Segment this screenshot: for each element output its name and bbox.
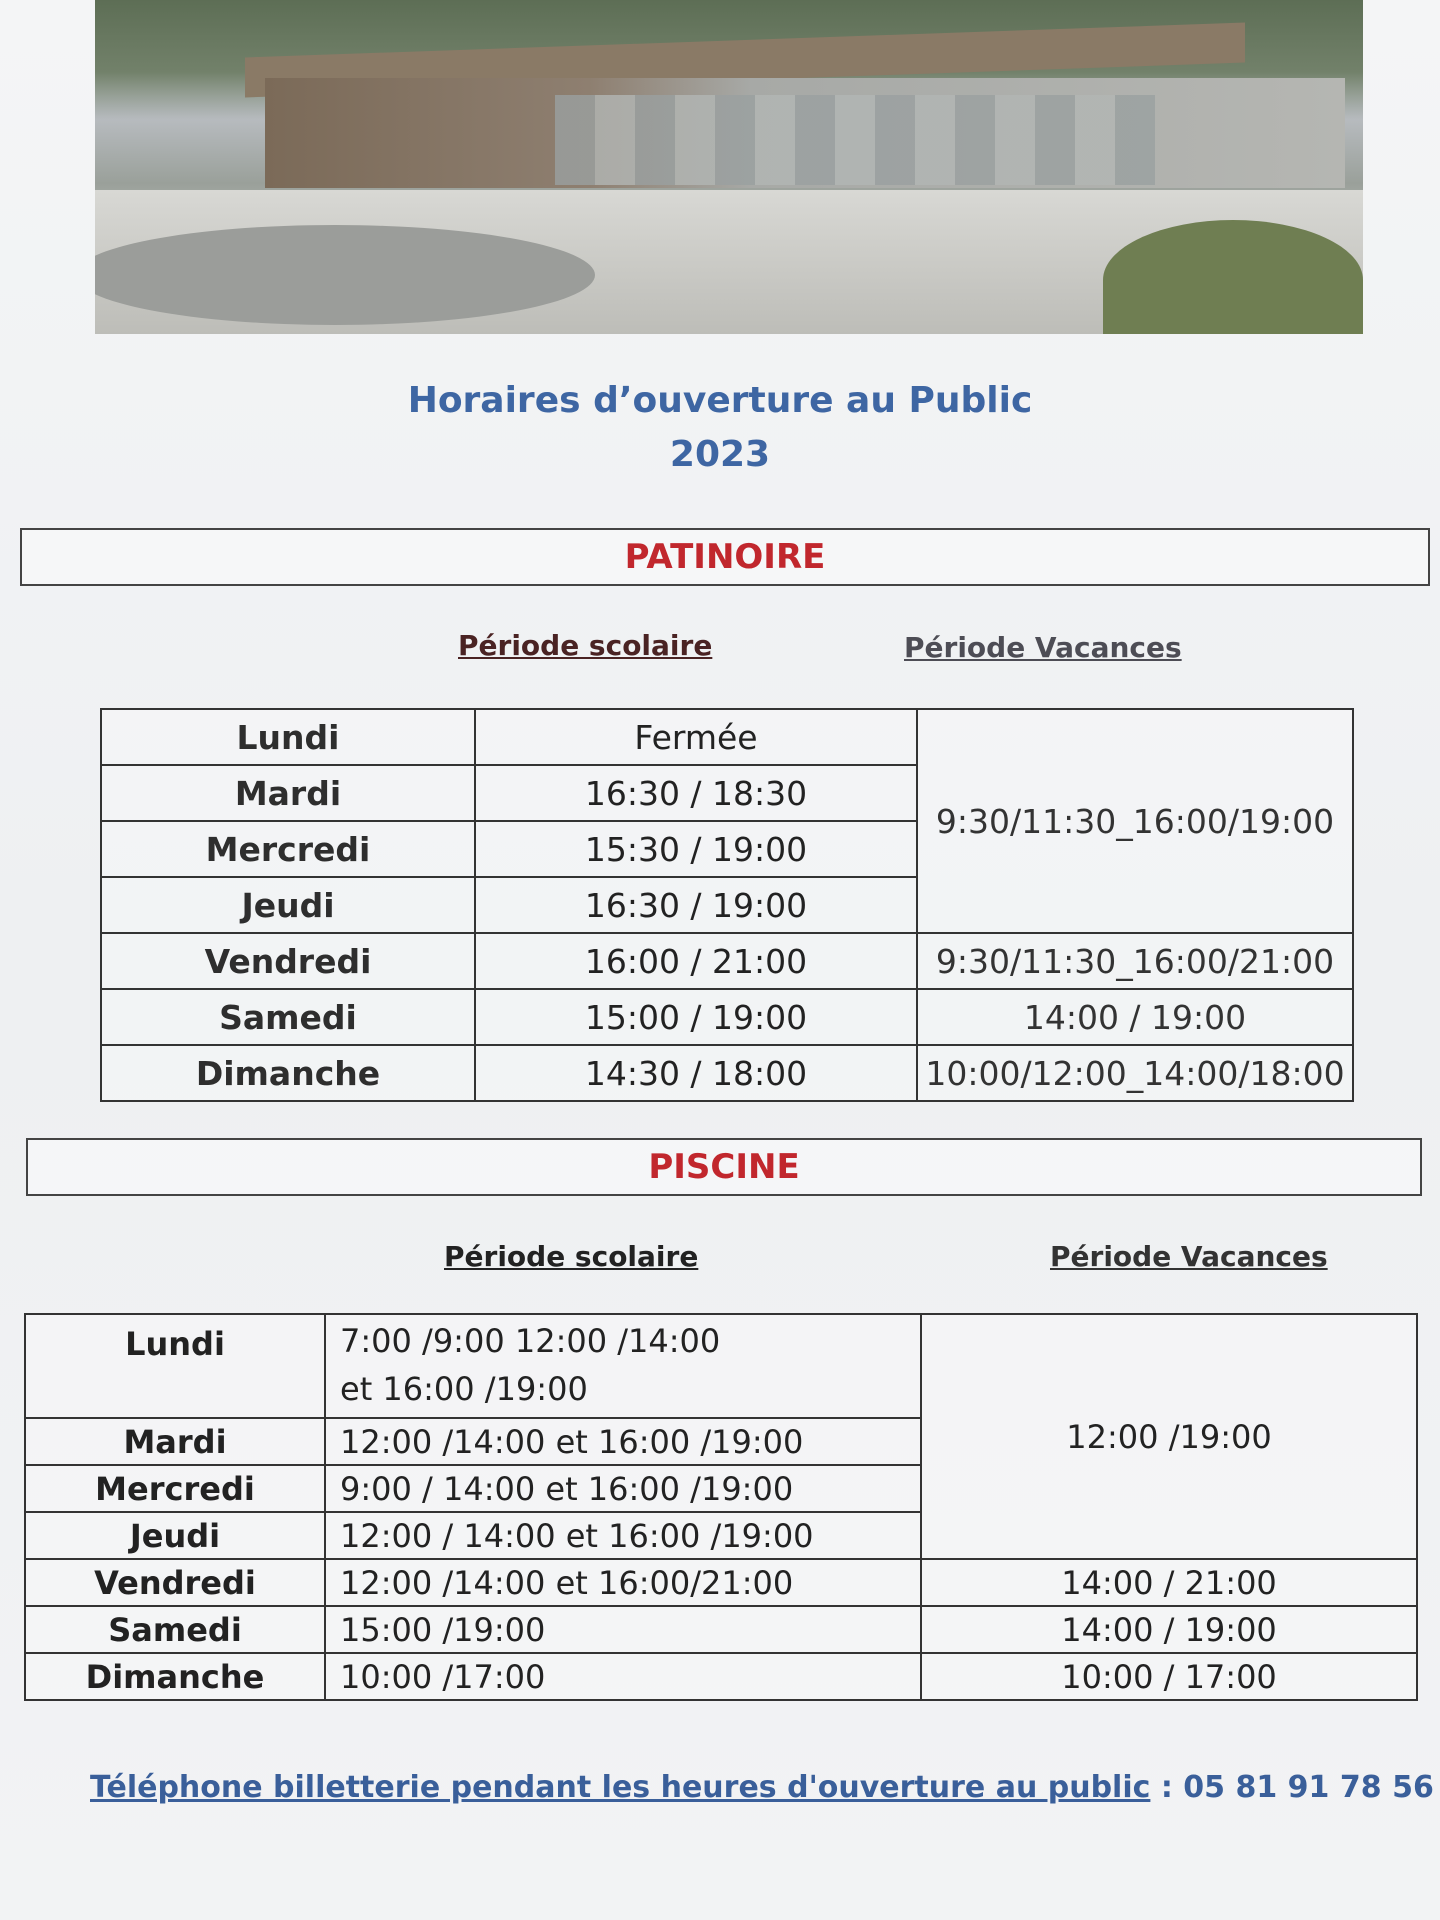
scolaire-cell: 10:00 /17:00: [325, 1653, 921, 1700]
section-banner-patinoire: PATINOIRE: [20, 528, 1430, 586]
scolaire-cell: 12:00 /14:00 et 16:00 /19:00: [325, 1418, 921, 1465]
patinoire-schedule-table: [100, 708, 1354, 1102]
day-cell: Mardi: [25, 1418, 325, 1465]
scolaire-line-1: 7:00 /9:00 12:00 /14:00: [340, 1322, 721, 1360]
day-cell: Lundi: [25, 1314, 325, 1418]
scolaire-cell: 9:00 / 14:00 et 16:00 /19:00: [325, 1465, 921, 1512]
building-photo: [95, 0, 1363, 334]
scolaire-cell: 15:00 / 19:00: [475, 989, 917, 1045]
table-row: [25, 1606, 1417, 1653]
day-cell: Lundi: [101, 709, 475, 765]
photo-pond: [95, 225, 595, 325]
vacances-cell: 14:00 / 19:00: [917, 989, 1353, 1045]
scolaire-cell: 16:00 / 21:00: [475, 933, 917, 989]
day-cell: Dimanche: [25, 1653, 325, 1700]
vacances-cell: 10:00 / 17:00: [921, 1653, 1417, 1700]
day-cell: Samedi: [25, 1606, 325, 1653]
vacances-cell: 14:00 / 21:00: [921, 1559, 1417, 1606]
day-cell: Mardi: [101, 765, 475, 821]
piscine-col-vacances: Période Vacances: [1050, 1240, 1328, 1273]
piscine-schedule-table: [24, 1313, 1418, 1701]
scolaire-cell: 16:30 / 18:30: [475, 765, 917, 821]
patinoire-col-vacances: Période Vacances: [904, 631, 1182, 664]
day-cell: Samedi: [101, 989, 475, 1045]
table-row: [101, 709, 1353, 765]
table-row: [25, 1559, 1417, 1606]
footer-label: Téléphone billetterie pendant les heures d'ouverture au public: [90, 1770, 1151, 1805]
table-row: [25, 1314, 1417, 1418]
table-row: [101, 989, 1353, 1045]
page-year: 2023: [669, 434, 771, 475]
day-cell: Jeudi: [25, 1512, 325, 1559]
scolaire-cell: 12:00 / 14:00 et 16:00 /19:00: [325, 1512, 921, 1559]
vacances-cell: 9:30/11:30_16:00/21:00: [917, 933, 1353, 989]
day-cell: Dimanche: [101, 1045, 475, 1101]
section-banner-piscine: PISCINE: [26, 1138, 1422, 1196]
table-row: [101, 1045, 1353, 1101]
vacances-cell: 10:00/12:00_14:00/18:00: [917, 1045, 1353, 1101]
scolaire-line-2: et 16:00 /19:00: [340, 1370, 588, 1408]
day-cell: Vendredi: [25, 1559, 325, 1606]
photo-glass-facade: [555, 95, 1155, 185]
scolaire-cell: [325, 1314, 921, 1418]
footer-phone-line: [90, 1770, 1434, 1805]
table-row: [25, 1653, 1417, 1700]
day-cell: Jeudi: [101, 877, 475, 933]
page-title: Horaires d’ouverture au Public: [407, 380, 1033, 421]
patinoire-col-scolaire: Période scolaire: [458, 629, 713, 662]
vacances-cell: 14:00 / 19:00: [921, 1606, 1417, 1653]
vacances-cell-merged: 9:30/11:30_16:00/19:00: [917, 709, 1353, 933]
scolaire-cell: 14:30 / 18:00: [475, 1045, 917, 1101]
scolaire-cell: 15:30 / 19:00: [475, 821, 917, 877]
scolaire-cell: 16:30 / 19:00: [475, 877, 917, 933]
scolaire-cell: 15:00 /19:00: [325, 1606, 921, 1653]
footer-separator: :: [1150, 1770, 1184, 1805]
day-cell: Vendredi: [101, 933, 475, 989]
scolaire-cell: Fermée: [475, 709, 917, 765]
footer-phone: 05 81 91 78 56: [1183, 1770, 1434, 1805]
piscine-col-scolaire: Période scolaire: [444, 1240, 699, 1273]
day-cell: Mercredi: [25, 1465, 325, 1512]
scolaire-cell: 12:00 /14:00 et 16:00/21:00: [325, 1559, 921, 1606]
day-cell: Mercredi: [101, 821, 475, 877]
vacances-cell-merged: 12:00 /19:00: [921, 1314, 1417, 1559]
table-row: [101, 933, 1353, 989]
photo-bush: [1103, 220, 1363, 334]
